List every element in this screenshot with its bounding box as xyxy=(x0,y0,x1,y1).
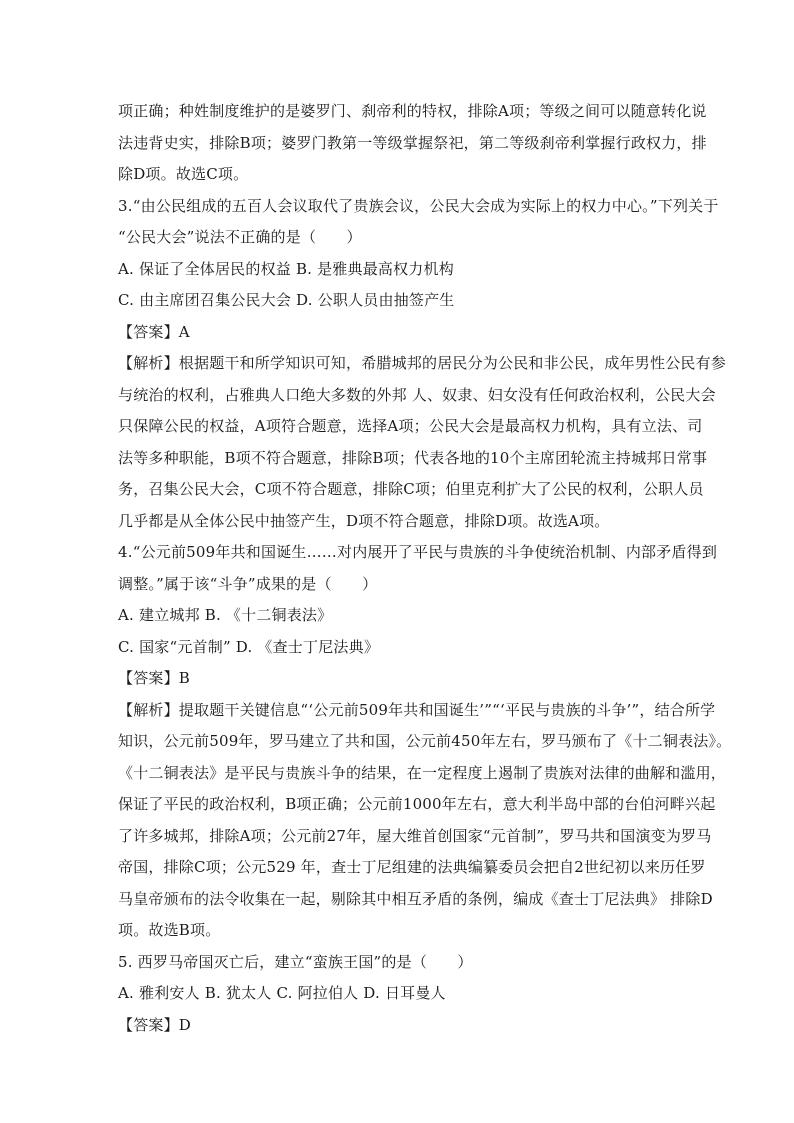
text-line: 法违背史实，排除B项；婆罗门教第一等级掌握祭祀，第二等级刹帝利掌握行政权力，排 xyxy=(118,133,707,152)
question-5-answer: 【答案】D xyxy=(118,1015,192,1034)
question-3-analysis-line: 法等多种职能，B项不符合题意，排除B项；代表各地的10个主席团轮流主持城邦日常事 xyxy=(118,448,708,467)
question-4-stem-line-1: 4.“公元前509年共和国诞生……对内展开了平民与贵族的斗争使统治机制、内部矛盾得到 xyxy=(118,543,718,561)
question-4-options-ab: A. 建立城邦 B. 《十二铜表法》 xyxy=(118,606,333,624)
question-4-analysis-line: 帝国，排除C项；公元529 年，查士丁尼组建的法典编纂委员会把自2世纪初以来历任罗 xyxy=(118,858,706,876)
text-line: 项正确；种姓制度维护的是婆罗门、刹帝利的特权，排除A项；等级之间可以随意转化说 xyxy=(118,102,707,120)
question-3-analysis-line: 与统治的权利，占雅典人口绝大多数的外邦 人、奴隶、妇女没有任何政治权利，公民大会 xyxy=(118,385,716,404)
question-3-analysis-line: 只保障公民的权益，A项符合题意，选择A项；公民大会是最高权力机构，具有立法、司 xyxy=(118,417,703,435)
question-4-analysis-line: 马皇帝颁布的法令收集在一起，剔除其中相互矛盾的条例，编成《查士丁尼法典》 排除D xyxy=(118,889,713,908)
question-3-analysis-line: 务，召集公民大会，C项不符合题意，排除C项；伯里克利扩大了公民的权利，公职人员 xyxy=(118,480,704,498)
question-4-answer: 【答案】B xyxy=(118,669,191,687)
question-4-analysis-line: 【解析】提取题干关键信息“‘公元前509年共和国诞生’”“‘平民与贵族的斗争’”，结合所学 xyxy=(118,700,716,719)
question-4-analysis-line: 了许多城邦，排除A项；公元前27年，屋大维首创国家“元首制”，罗马共和国演变为罗马 xyxy=(118,826,712,845)
question-3-answer: 【答案】A xyxy=(118,322,190,341)
document-body xyxy=(118,96,732,1041)
question-3-stem-line-2: “公民大会”说法不正确的是（ ） xyxy=(118,228,362,246)
text-line: 除D项。故选C项。 xyxy=(118,165,249,183)
question-4-analysis-line: 项。故选B项。 xyxy=(118,921,221,939)
question-4-analysis-line: 《十二铜表法》是平民与贵族斗争的结果，在一定程度上遏制了贵族对法律的曲解和滥用， xyxy=(118,763,727,782)
question-3-stem-line-1: 3.“由公民组成的五百人会议取代了贵族会议，公民大会成为实际上的权力中心。”下列关于 xyxy=(118,196,719,215)
question-4-analysis-line: 保证了平民的政治权利，B项正确；公元前1000年左右，意大利半岛中部的台伯河畔兴起 xyxy=(118,795,716,813)
question-3-analysis-line: 几乎都是从全体公民中抽签产生，D项不符合题意，排除D项。故选A项。 xyxy=(118,511,610,530)
question-3-options-cd: C. 由主席团召集公民大会 D. 公职人员由抽签产生 xyxy=(118,291,455,309)
question-3-analysis-line: 【解析】根据题干和所学知识可知，希腊城邦的居民分为公民和非公民，成年男性公民有参 xyxy=(118,354,727,372)
question-5-stem: 5. 西罗马帝国灭亡后，建立“蛮族王国”的是（ ） xyxy=(118,952,473,971)
question-4-options-cd: C. 国家“元首制” D. 《查士丁尼法典》 xyxy=(118,637,380,656)
question-4-stem-line-2: 调整。”属于该“斗争”成果的是（ ） xyxy=(118,574,378,593)
question-4-analysis-line: 知识，公元前509年，罗马建立了共和国，公元前450年左右，罗马颁布了《十二铜表法》。 xyxy=(118,732,732,750)
question-5-options: A. 雅利安人 B. 犹太人 C. 阿拉伯人 D. 日耳曼人 xyxy=(118,984,446,1002)
question-3-options-ab: A. 保证了全体居民的权益 B. 是雅典最高权力机构 xyxy=(118,259,454,278)
